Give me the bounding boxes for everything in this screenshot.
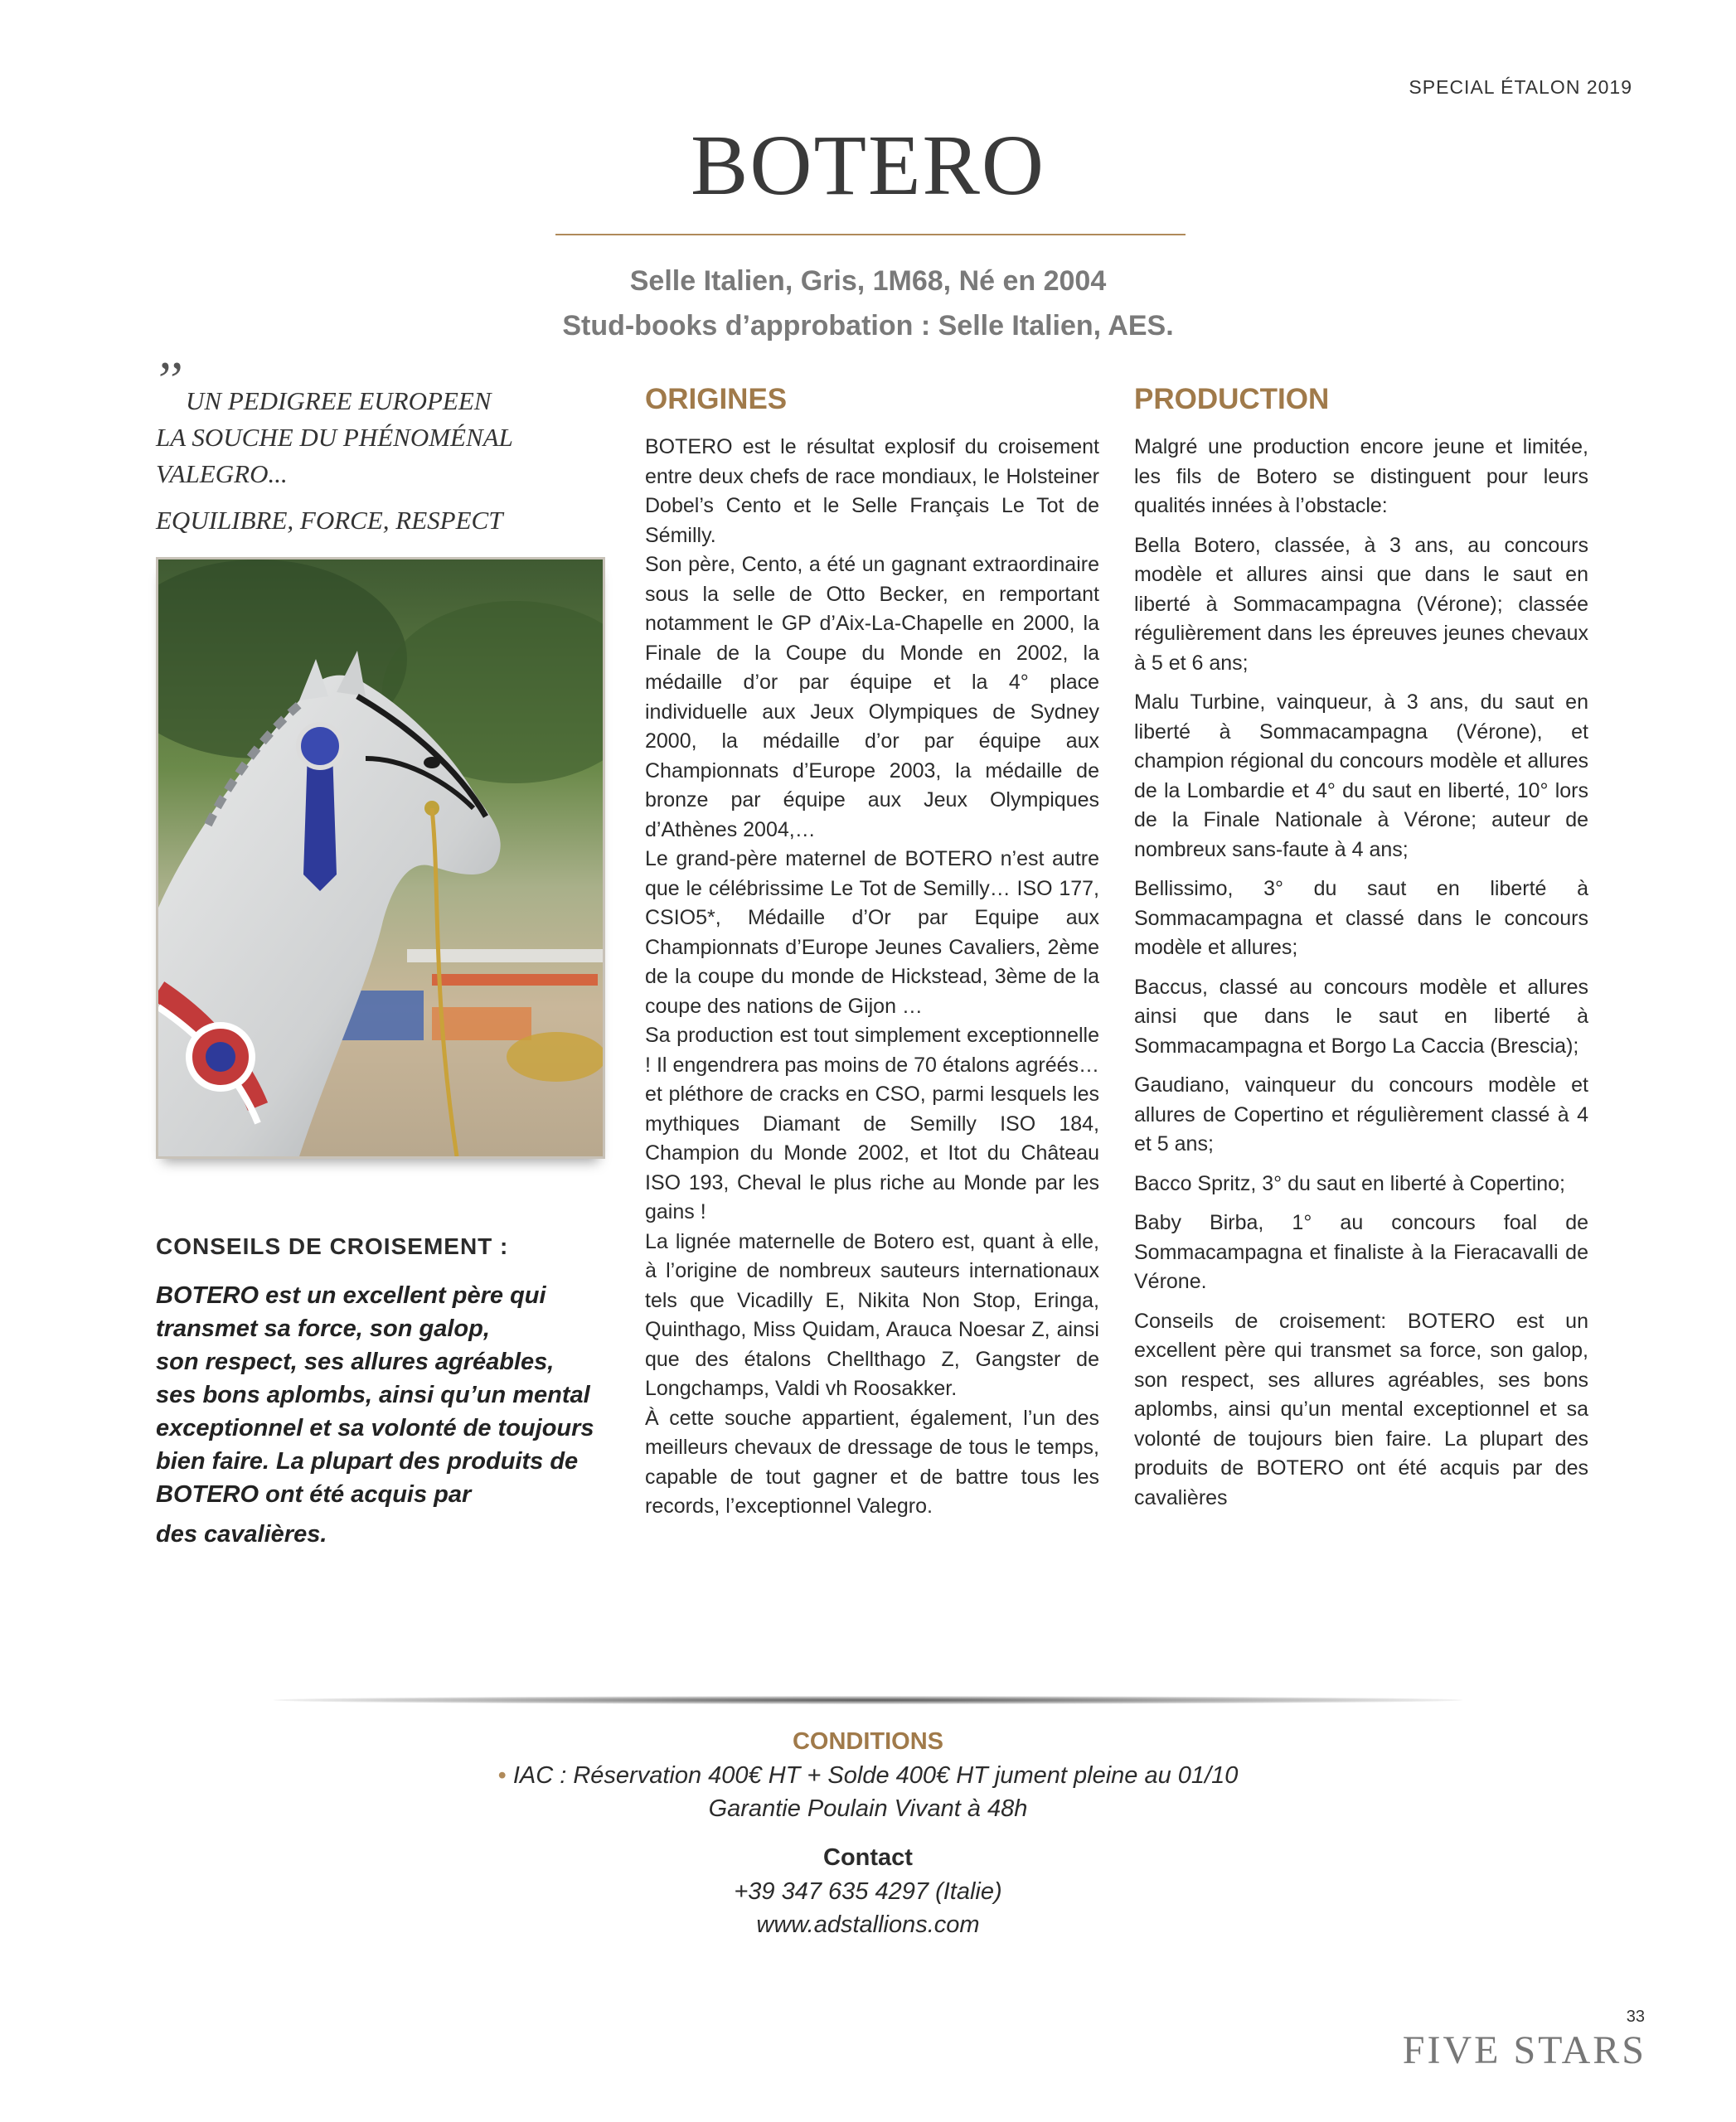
origines-column bbox=[645, 433, 1099, 1522]
production-heading: PRODUCTION bbox=[1134, 383, 1330, 415]
page-number: 33 bbox=[1626, 2008, 1645, 2026]
horse-info-line-1: Selle Italien, Gris, 1M68, Né en 2004 bbox=[629, 265, 1107, 297]
advice-line: BOTERO ont été acquis par bbox=[156, 1481, 472, 1508]
production-paragraph: Bacco Spritz, 3° du saut en liberté à Copertino; bbox=[1134, 1171, 1566, 1195]
contact-phone[interactable]: +39 347 635 4297 (Italie) bbox=[734, 1878, 1002, 1905]
title-divider bbox=[555, 234, 1186, 235]
crossing-advice-heading: CONSEILS DE CROISEMENT : bbox=[156, 1233, 509, 1259]
advice-line: bien faire. La plupart des produits de bbox=[156, 1448, 579, 1475]
advice-line: des cavalières. bbox=[156, 1521, 327, 1548]
quote-line: EQUILIBRE, FORCE, RESPECT bbox=[156, 506, 503, 535]
production-paragraph: Baby Birba, 1° au concours foal de Sommacampagna et finaliste à la Fieracavalli de Vérone. bbox=[1134, 1211, 1588, 1293]
conditions-heading: CONDITIONS bbox=[792, 1728, 944, 1755]
crossing-advice-text bbox=[156, 1279, 620, 1551]
origines-paragraph: Le grand-père maternel de BOTERO n’est autre que le célébrissime Le Tot de Semilly… ISO 177, CSIO5*, Médaille d’Or par Equipe aux Championnats d’Europe Jeunes Cavaliers, 2ème de la coupe du monde de Hickstead, 3ème de la coupe des nations de Gijon … bbox=[645, 847, 1099, 1018]
production-paragraph: Baccus, classé au concours modèle et allures ainsi que dans le saut en liberté à Sommacampagna et Borgo La Caccia (Brescia); bbox=[1134, 975, 1588, 1058]
quote-line: VALEGRO... bbox=[156, 459, 288, 488]
advice-line: son respect, ses allures agréables, bbox=[156, 1349, 555, 1375]
origines-paragraph: Sa production est tout simplement exceptionnelle ! Il engendrera pas moins de 70 étalons agréés… et pléthore de cracks en CSO, parmi lesquels les mythiques Diamant de Semilly ISO 184, Champion du Monde 2002, et Itot du Château ISO 193, Cheval le plus riche au Monde par les gains ! bbox=[645, 1024, 1099, 1223]
advice-line: ses bons aplombs, ainsi qu’un mental bbox=[156, 1382, 590, 1408]
magazine-logo: FIVE STARS bbox=[1402, 2028, 1646, 2072]
conditions-block bbox=[0, 1724, 1736, 1941]
origines-paragraph: BOTERO est le résultat explosif du croisement entre deux chefs de race mondiaux, le Holsteiner Dobel’s Cento et le Selle Français Le Tot de Sémilly. bbox=[645, 435, 1099, 547]
advice-line: transmet sa force, son galop, bbox=[156, 1315, 490, 1342]
advice-line: BOTERO est un excellent père qui bbox=[156, 1282, 546, 1309]
origines-heading: ORIGINES bbox=[645, 383, 788, 415]
quote-line: UN PEDIGREE EUROPEEN bbox=[186, 386, 492, 415]
production-paragraph: Conseils de croisement: BOTERO est un excellent père qui transmet sa force, son galop, son respect, ses allures agréables, ses bons aplombs, ainsi qu’un mental exceptionnel et sa volonté de toujours bien faire. La plupart des produits de BOTERO ont été acquis par des cavalières bbox=[1134, 1309, 1588, 1509]
quote-line: LA SOUCHE DU PHÉNOMÉNAL bbox=[156, 423, 513, 452]
contact-website-link[interactable]: www.adstallions.com bbox=[756, 1911, 980, 1938]
origines-paragraph: Son père, Cento, a été un gagnant extraordinaire sous la selle de Otto Becker, en remportant notamment le GP d’Aix-La-Chapelle en 2000, la Finale de la Coupe du Monde en 2002, la médaille d’or par équipe et la 4° place individuelle aux Jeux Olympiques de Sydney 2000, la médaille d’or par équipe aux Championnats d’Europe 2003, la médaille de bronze par équipe aux Jeux Olympiques d’Athènes 2004,… bbox=[645, 553, 1099, 841]
production-paragraph: Bella Botero, classée, à 3 ans, au concours modèle et allures ainsi que dans le saut en liberté à Sommacampagna (Vérone); classée régulièrement dans les épreuves jeunes chevaux à 5 et 6 ans; bbox=[1134, 533, 1588, 675]
page-title: BOTERO bbox=[691, 118, 1045, 213]
production-paragraph: Bellissimo, 3° du saut en liberté à Sommacampagna et classé dans le concours modèle et allures; bbox=[1134, 877, 1588, 959]
horse-info-line-2: Stud-books d’approbation : Selle Italien, AES. bbox=[562, 310, 1174, 342]
horse-info bbox=[0, 259, 1736, 348]
origines-paragraph: À cette souche appartient, également, l’un des meilleurs chevaux de dressage de tous le temps, capable de tout gagner et de battre tous les records, l’exceptionnel Valegro. bbox=[645, 1406, 1099, 1518]
conditions-line-2: Garantie Poulain Vivant à 48h bbox=[708, 1795, 1028, 1822]
pull-quote bbox=[156, 383, 587, 539]
production-paragraph: Malgré une production encore jeune et limitée, les fils de Botero se distinguent pour leurs qualités innées à l’obstacle: bbox=[1134, 435, 1588, 517]
bullet-icon: • bbox=[497, 1762, 507, 1789]
origines-paragraph: La lignée maternelle de Botero est, quant à elle, à l’origine de nombreux sauteurs internationaux tels que Vicadilly E, Nikita Non Stop, Eringa, Quinthago, Miss Quidam, Arauca Noesar Z, ainsi que des étalons Chellthago Z, Gangster de Longchamps, Valdi vh Roosakker. bbox=[645, 1229, 1099, 1400]
section-label: SPECIAL ÉTALON 2019 bbox=[1409, 76, 1632, 98]
conditions-line-1 bbox=[0, 1759, 1736, 1792]
section-divider bbox=[274, 1696, 1462, 1704]
advice-line: exceptionnel et sa volonté de toujours bbox=[156, 1415, 594, 1441]
conditions-text: IAC : Réservation 400€ HT + Solde 400€ HT jument pleine au 01/10 bbox=[512, 1762, 1239, 1789]
contact-heading: Contact bbox=[823, 1844, 913, 1871]
production-paragraph: Gaudiano, vainqueur du concours modèle et allures de Copertino et régulièrement classé à 4 et 5 ans; bbox=[1134, 1073, 1588, 1155]
horse-photo bbox=[156, 557, 605, 1159]
horse-illustration bbox=[158, 560, 603, 1156]
production-paragraph: Malu Turbine, vainqueur, à 3 ans, du saut en liberté à Sommacampagna (Vérone), et champion régional du concours modèle et allures de la Lombardie et 4° du saut en liberté, 10° lors de la Finale Nationale à Vérone; auteur de nombreux sans-faute à 4 ans; bbox=[1134, 690, 1588, 861]
production-column bbox=[1134, 433, 1588, 1523]
quote-mark-icon: ’’ bbox=[153, 351, 182, 409]
